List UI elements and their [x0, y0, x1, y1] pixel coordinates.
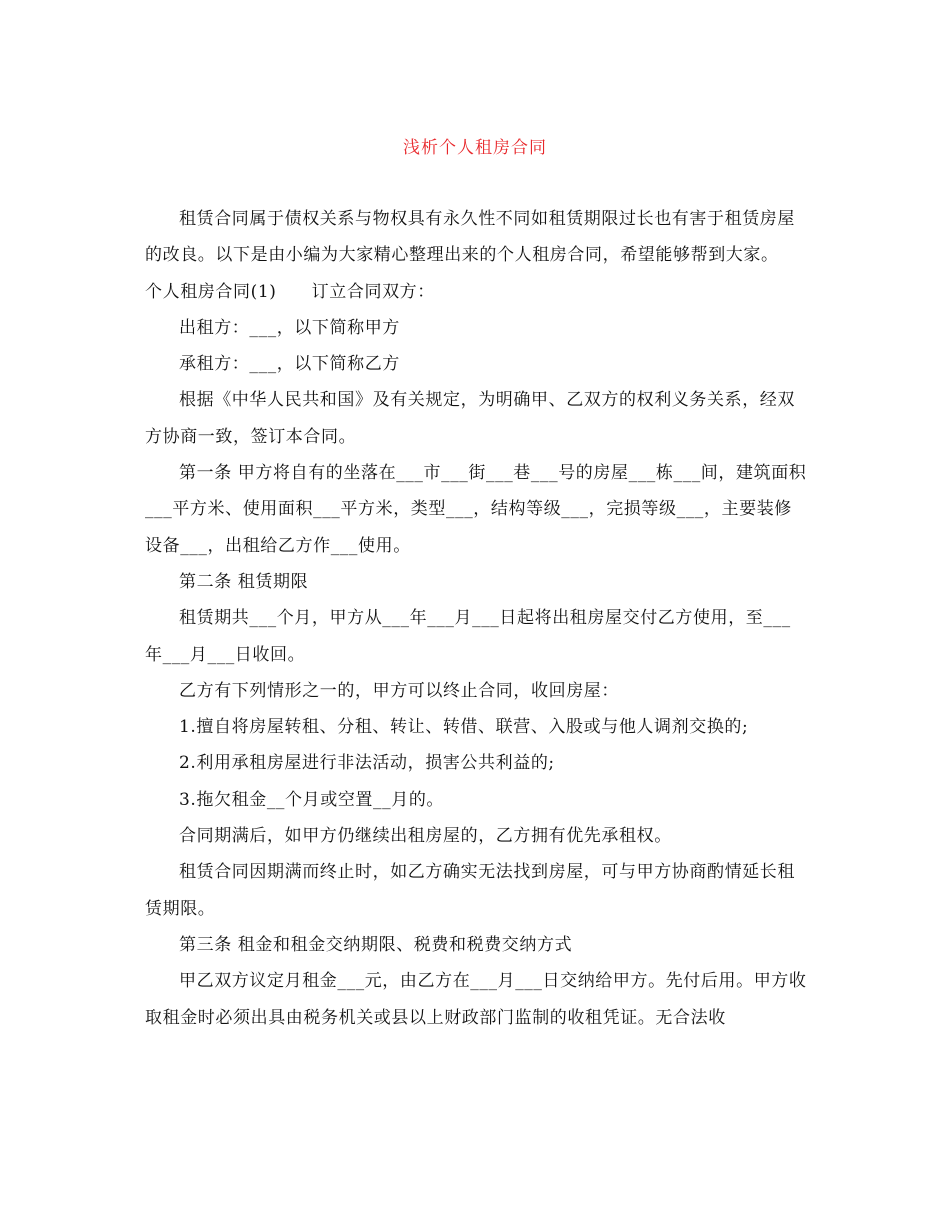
document-body — [145, 201, 807, 1036]
paragraph: 1.擅自将房屋转租、分租、转让、转借、联营、入股或与他人调剂交换的; — [179, 717, 749, 738]
paragraph: 个人租房合同(1) 订立合同双方： — [145, 281, 435, 302]
paragraph: 租赁期共___个月，甲方从___年___月___日起将出租房屋交付乙方使用，至___年___月___日收回。 — [145, 608, 791, 665]
paragraph: 2.利用承租房屋进行非法活动，损害公共利益的; — [179, 753, 555, 774]
paragraph: 乙方有下列情形之一的，甲方可以终止合同，收回房屋： — [179, 680, 619, 701]
paragraph: 第二条 租赁期限 — [179, 571, 309, 592]
paragraph: 甲乙双方议定月租金___元，由乙方在___月___日交纳给甲方。先付后用。甲方收取租金时必须出具由税务机关或县以上财政部门监制的收租凭证。无合法收 — [145, 971, 807, 1028]
paragraph: 出租方：___，以下简称甲方 — [179, 317, 400, 338]
paragraph: 合同期满后，如甲方仍继续出租房屋的，乙方拥有优先承租权。 — [179, 826, 672, 847]
paragraph: 3.拖欠租金__个月或空置__月的。 — [179, 789, 445, 810]
paragraph: 租赁合同因期满而终止时，如乙方确实无法找到房屋，可与甲方协商酌情延长租赁期限。 — [145, 862, 795, 919]
paragraph: 第三条 租金和租金交纳期限、税费和税费交纳方式 — [179, 934, 573, 955]
paragraph: 第一条 甲方将自有的坐落在___市___街___巷___号的房屋___栋___间，建筑面积___平方米、使用面积___平方米，类型___，结构等级___，完损等级___，主要装修设备___，出租给乙方作___使用。 — [145, 463, 807, 556]
paragraph: 根据《中华人民共和国》及有关规定，为明确甲、乙双方的权利义务关系，经双方协商一致，签订本合同。 — [145, 390, 795, 447]
paragraph: 租赁合同属于债权关系与物权具有永久性不同如租赁期限过长也有害于租赁房屋的改良。以下是由小编为大家精心整理出来的个人租房合同，希望能够帮到大家。 — [145, 209, 795, 266]
document-title: 浅析个人租房合同 — [403, 138, 547, 158]
paragraph: 承租方：___，以下简称乙方 — [179, 354, 400, 375]
